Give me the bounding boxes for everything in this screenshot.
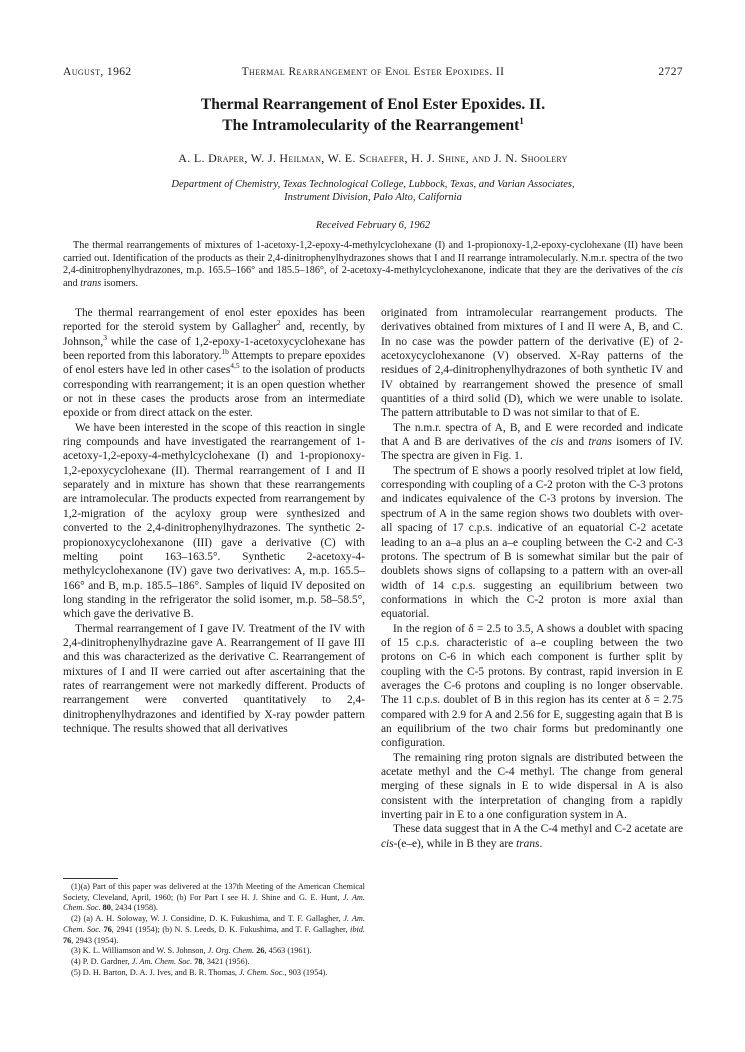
paragraph-6: The spectrum of E shows a poorly resolved triplet at low field, corresponding with coupling of a C-2 proton with the C-3 protons and indicates equivalence of the C-3 protons by inversion. The spectrum of A in the same region shows two doublets with over-all spacing of 17 c.p.s. indicative of an equatorial C-2 acetate leading to an a–a plus an a–e coupling between the C-2 and C-3 protons. The spectrum of B is somewhat similar but the pair of doublets shows signs of collapsing to a pattern with an over-all width of 14 c.p.s. suggesting an equilibrium between two conformations in which the C-2 proton is more axial than equatorial. <box>381 464 683 621</box>
fn1-text-a: (1)(a) Part of this paper was delivered at the 137th Meeting of the American Chemical Society, Cleveland, April, 1960; (b) For Part I see H. J. Shine and G. E. Hunt, <box>63 882 365 902</box>
footnotes <box>63 882 365 978</box>
title-line-2-text: The Intramolecularity of the Rearrangement <box>222 117 520 134</box>
affiliation-line-1: Department of Chemistry, Texas Technological College, Lubbock, Texas, and Varian Associates, <box>171 179 575 190</box>
article-title <box>63 94 683 136</box>
fn4-text-b: , 3421 (1956). <box>202 956 250 966</box>
paragraph-5 <box>381 421 683 464</box>
title-line-1: Thermal Rearrangement of Enol Ester Epoxides. II. <box>200 96 546 113</box>
fn1-text-b: , 2434 (1958). <box>110 903 158 913</box>
p1-text-b: and, recently, by Johnson, <box>63 321 366 348</box>
running-head <box>63 66 683 82</box>
issue-date: August, 1962 <box>63 66 132 78</box>
p5-trans: trans <box>588 436 612 449</box>
paragraph-2: We have been interested in the scope of this reaction in single ring compounds and have investigated the rearrangement of 1-acetoxy-1,2-epoxy-4-methylcyclohexane (I) and 1-propionoxy-1,2-epoxycyclohexane (II). Thermal rearrangement of I and II separately and in mixture has shown that these rearrangements are intramolecular. The products expected from rearrangement by 1,2-migration of the acyloxy group were synthesized and converted to the 2,4-dinitrophenylhydrazones. The synthetic 2-propionoxycyclohexanone (III) gave a derivative (C) with melting point 163–163.5°. Synthetic 2-acetoxy-4-methylcyclohexanone (IV) gave two derivatives: A, m.p. 165.5–166° and B, m.p. 185.5–186°. Samples of liquid IV deposited on long standing in the refrigerator the solid isomer, m.p. 58–58.5°, which gave the derivative B. <box>63 421 365 621</box>
paragraph-7: In the region of δ = 2.5 to 3.5, A shows a doublet with spacing of 15 c.p.s. characteristic of a–e coupling between the two protons on C-6 in which each component is further split by coupling with the C-5 protons. By contrast, rapid inversion in E averages the C-6 protons and coupling is no longer observable. The 11 c.p.s. doublet of B in this region has its center at δ = 2.75 compared with 2.9 for A and 2.56 for E, suggesting again that B is an equilibrium of the two chair forms but predominantly one configuration. <box>381 622 683 750</box>
title-footnote-mark[interactable]: 1 <box>519 116 524 126</box>
fn3-text-b: , 4563 (1961). <box>264 946 312 956</box>
running-title: Thermal Rearrangement of Enol Ester Epoxides. II <box>241 66 505 78</box>
fn2-text-b: , 2941 (1954); (b) N. S. Leeds, D. K. Fukushima, and T. F. Gallagher, <box>111 924 351 934</box>
footnote-3 <box>63 946 365 957</box>
fn4-text-a: (4) P. D. Gardner, <box>71 956 132 966</box>
fn2-volume: 76 <box>103 924 112 934</box>
fn5-text-b: , 903 (1954). <box>284 967 328 977</box>
received-date: Received February 6, 1962 <box>315 220 431 231</box>
fn3-journal: J. Org. Chem. <box>207 946 255 956</box>
p9-text-b: -(e–e), while in B they are <box>393 837 517 850</box>
fn1-journal: J. Am. Chem. Soc. <box>63 892 365 913</box>
footnote-5 <box>63 968 365 979</box>
abstract-trans: trans <box>80 277 102 289</box>
fn2-ibid: ibid. <box>350 924 365 934</box>
p5-text-b: and <box>563 436 589 449</box>
fn4-volume: 78 <box>194 956 203 966</box>
p5-cis: cis <box>550 436 564 449</box>
fn3-text-a: (3) K. L. Williamson and W. S. Johnson, <box>71 946 208 956</box>
p9-text-a: These data suggest that in A the C-4 methyl and C-2 acetate are <box>393 823 683 836</box>
title-line-2 <box>63 115 683 136</box>
fn2-text-c: , 2943 (1954). <box>71 935 119 945</box>
fn2-volume-2: 76 <box>63 935 72 945</box>
ref-mark[interactable]: 4,5 <box>230 361 240 371</box>
abstract-and: and <box>63 277 81 289</box>
fn1-volume: 80 <box>102 903 111 913</box>
left-column <box>63 306 365 736</box>
page-number: 2727 <box>658 66 683 78</box>
abstract <box>63 240 683 290</box>
footnote-4 <box>63 957 365 968</box>
ref-mark[interactable]: 1b <box>221 347 229 357</box>
p5-text-c: isomers of IV. The spectra are given in Fig. 1. <box>381 436 683 463</box>
p1-text-d: Attempts to prepare epoxides of enol esters have led in other cases <box>63 350 365 377</box>
abstract-text-1: The thermal rearrangements of mixtures of 1-acetoxy-1,2-epoxy-4-methylcyclohexane (I) and 1-propionoxy-1,2-epoxy-cyclohexane (II) have been carried out. Identification of the products as their 2,4-dinitrophenylhydrazones shows that I and II rearrange intramolecularly. N.m.r. spectra of the two 2,4-dinitrophenylhydrazones, m.p. 165.5–166° and 185.5–186°, of 2-acetoxy-4-methylcyclohexanone, indicate that they are the derivatives of the <box>63 240 683 277</box>
p9-cis: cis <box>381 837 394 850</box>
p1-text-e: to the isolation of products corresponding with rearrangement; it is an open question whether or not in these cases the products arose from an intermediate epoxide or from direct attack on the ester. <box>63 364 365 420</box>
ref-mark[interactable]: 3 <box>103 332 107 342</box>
p1-text-c: while the case of 1,2-epoxy-1-acetoxycyclohexane has been reported from this laboratory. <box>63 335 365 363</box>
footnote-2 <box>63 914 365 946</box>
fn3-volume: 26 <box>256 946 265 956</box>
fn5-journal: J. Chem. Soc. <box>239 967 285 977</box>
p5-text-a: The n.m.r. spectra of A, B, and E were recorded and indicate that A and B are derivatives of the <box>381 421 683 449</box>
right-column <box>381 306 683 851</box>
abstract-cis: cis <box>671 265 683 277</box>
paragraph-9 <box>381 822 683 851</box>
paragraph-4: originated from intramolecular rearrangement products. The derivatives obtained from mixtures of I and II were A, B, and C. In no case was the powder pattern of the derivative (E) of 2-acetoxycyclohexanone (V) observed. X-Ray patterns of the residues of 2,4-dinitrophenylhydrazones of both synthetic IV and IV obtained by rearrangement showed the presence of small quantities of a third solid (D), which we were unable to isolate. The pattern attributable to D was not similar to that of E. <box>381 307 683 420</box>
fn2-text-a: (2) (a) A. H. Soloway, W. J. Considine, D. K. Fukushima, and T. F. Gallagher, <box>71 914 344 924</box>
footnote-divider <box>63 878 118 879</box>
p9-text-c: . <box>539 837 543 850</box>
p1-text-a: The thermal rearrangement of enol ester epoxides has been reported for the steroid system by Gallagher <box>63 307 365 334</box>
footnote-1 <box>63 882 365 914</box>
abstract-text-2: isomers. <box>101 277 139 289</box>
paragraph-1 <box>63 306 365 421</box>
fn2-journal: J. Am. Chem. Soc. <box>63 914 365 934</box>
ref-mark[interactable]: 2 <box>276 318 281 328</box>
paragraph-3: Thermal rearrangement of I gave IV. Treatment of the IV with 2,4-dinitrophenylhydrazine gave A. Rearrangement of II gave III and this was characterized as the derivative C. Rearrangement of mixtures of I and II were carried out after ascertaining that the rates of rearrangement were not markedly different. Products of rearrangement were converted quantitatively to 2,4-dinitrophenylhydrazones and identified by X-ray powder pattern technique. The results showed that all derivatives <box>63 622 365 735</box>
author-list: A. L. Draper, W. J. Heilman, W. E. Schaefer, H. J. Shine, and J. N. Shoolery <box>178 151 568 165</box>
fn5-text-a: (5) D. H. Barton, D. A. J. Ives, and B. R. Thomas, <box>71 967 240 977</box>
affiliation <box>90 178 656 204</box>
p9-trans: trans <box>516 837 540 850</box>
paragraph-8: The remaining ring proton signals are distributed between the acetate methyl and the C-4 methyl. The change from general merging of these signals in E to wide dispersal in A is also consistent with the interpretation of changing from a rapidly inverting pair in E to a one configuration system in A. <box>381 751 683 822</box>
affiliation-line-2: Instrument Division, Palo Alto, California <box>284 192 462 203</box>
fn4-journal: J. Am. Chem. Soc. <box>131 956 193 966</box>
